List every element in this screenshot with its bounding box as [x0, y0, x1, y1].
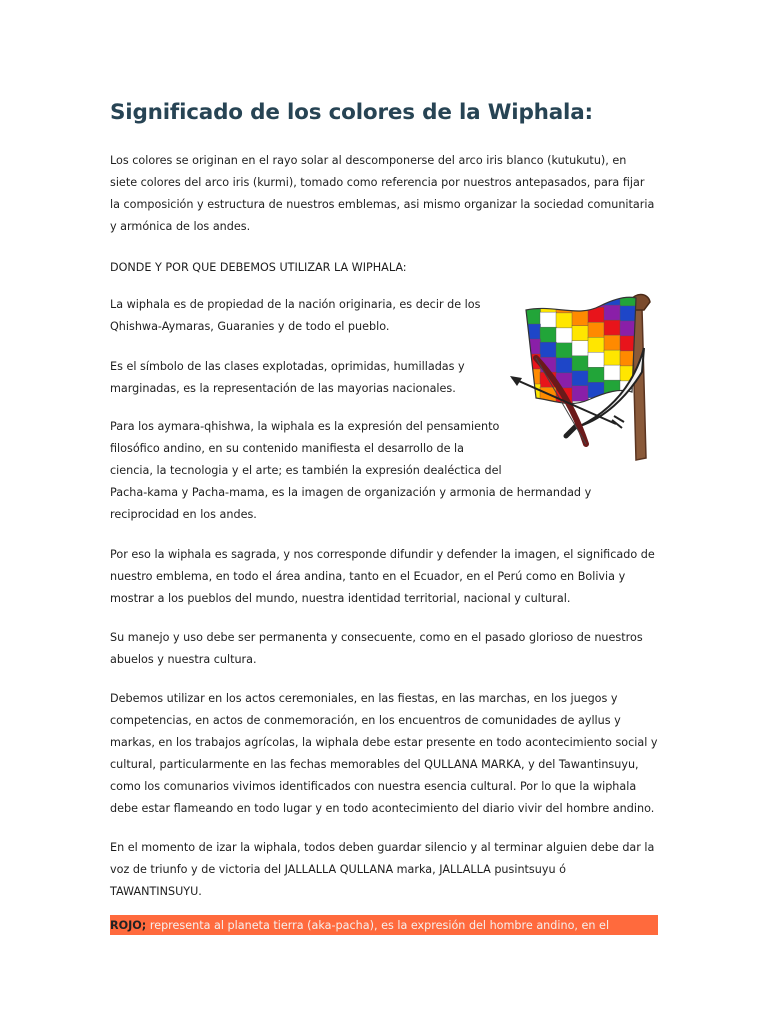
text-line: Los colores se originan en el rayo solar al descomponerse del arco iris blanco (kutukutu), en	[110, 154, 627, 167]
rojo-label: ROJO;	[110, 919, 147, 932]
text-line: nuestro emblema, en todo el área andina, tanto en el Ecuador, en el Perú como en Bolivia y	[110, 570, 626, 583]
flag-cell	[524, 369, 541, 385]
flag-cell	[572, 341, 589, 357]
flag-cell	[572, 311, 589, 327]
text-line: Pacha-kama y Pacha-mama, es la imagen de organización y armonia de hermandad y	[110, 486, 592, 499]
text-line: Qhishwa-Aymaras, Guaranies y de todo el pueblo.	[110, 320, 390, 333]
text-line: la composición y estructura de nuestros emblemas, asi mismo organizar la sociedad comunitaria	[110, 198, 655, 211]
flag-cell	[540, 342, 557, 358]
flag-cell	[604, 305, 621, 321]
flag-cell	[540, 327, 557, 343]
flag-cell	[572, 371, 589, 387]
flag-cell	[604, 350, 621, 366]
text-line: siete colores del arco iris (kurmi), tomado como referencia por nuestros antepasados, para fijar	[110, 176, 645, 189]
flag-cell	[540, 297, 557, 313]
page-title: Significado de los colores de la Wiphala:	[110, 100, 593, 125]
flag-cell	[588, 337, 605, 353]
flag-cell	[572, 356, 589, 372]
flag-cell	[620, 291, 637, 307]
text-line: filosófico andino, en su contenido manifiesta el desarrollo de la	[110, 442, 464, 455]
rojo-highlight	[110, 915, 658, 935]
text-line: competencias, en actos de conmemoración, en los encuentros de comunidades de ayllus y	[110, 714, 621, 727]
paragraph-izar	[110, 837, 654, 903]
text-line: como los comunarios vivimos identificados con nuestra esencia cultural. Por lo que la wiphala	[110, 780, 637, 793]
text-line: y armónica de los andes.	[110, 220, 251, 233]
text-line: debe estar flameando en todo lugar y en todo acontecimiento del diario vivir del hombre andino.	[110, 802, 655, 815]
text-line: reciprocidad en los andes.	[110, 508, 257, 521]
flag-cell	[588, 352, 605, 368]
flag-cell	[524, 324, 541, 340]
text-line: En el momento de izar la wiphala, todos deben guardar silencio y al terminar alguien debe dar la	[110, 841, 655, 854]
flag-cell	[604, 335, 621, 351]
text-line: TAWANTINSUYU.	[110, 885, 202, 898]
wiphala-flag-icon	[508, 288, 658, 464]
flag-cell	[588, 382, 605, 398]
text-line: La wiphala es de propiedad de la nación originaria, es decir de los	[110, 298, 481, 311]
text-line: Por eso la wiphala es sagrada, y nos corresponde difundir y defender la imagen, el significado de	[110, 548, 655, 561]
flag-cell	[556, 328, 573, 344]
text-line: Es el símbolo de las clases explotadas, oprimidas, humilladas y	[110, 360, 465, 373]
flag-cell	[588, 367, 605, 383]
text-line: ciencia, la tecnologia y el arte; es también la expresión dealéctica del	[110, 464, 502, 477]
paragraph-manejo	[110, 627, 643, 671]
text-line: markas, en los trabajos agrícolas, la wiphala debe estar presente en todo acontecimiento social y	[110, 736, 658, 749]
paragraph-simbolo	[110, 356, 465, 400]
text-line: mostrar a los pueblos del mundo, nuestra identidad territorial, nacional y cultural.	[110, 592, 571, 605]
flag-cell	[588, 322, 605, 338]
flag-cell	[556, 358, 573, 374]
flag-cell	[604, 365, 621, 381]
text-line: marginadas, es la representación de las mayorias nacionales.	[110, 382, 456, 395]
paragraph-propiedad	[110, 294, 480, 338]
flag-cell	[524, 339, 541, 355]
text-line: Debemos utilizar en los actos ceremoniales, en las fiestas, en las marchas, en los juegos y	[110, 692, 618, 705]
section-heading: DONDE Y POR QUE DEBEMOS UTILIZAR LA WIPHALA:	[110, 261, 407, 274]
text-line: abuelos y nuestra cultura.	[110, 653, 257, 666]
paragraph-utilizar	[110, 688, 658, 820]
flag-cell	[524, 294, 541, 310]
flag-cell	[556, 343, 573, 359]
flag-cell	[604, 320, 621, 336]
flag-cell	[540, 312, 557, 328]
flag-cell	[556, 313, 573, 329]
text-line: Su manejo y uso debe ser permanenta y consecuente, como en el pasado glorioso de nuestros	[110, 631, 643, 644]
paragraph-sagrada	[110, 544, 655, 610]
flag-cell	[572, 326, 589, 342]
flag-cell	[572, 296, 589, 312]
rojo-text: representa al planeta tierra (aka-pacha), es la expresión del hombre andino, en el	[146, 919, 610, 932]
text-line: Para los aymara-qhishwa, la wiphala es la expresión del pensamiento	[110, 420, 500, 433]
flag-cell	[620, 306, 637, 322]
text-line: cultural, particularmente en las fechas memorables del QULLANA MARKA, y del Tawantinsuyu,	[110, 758, 639, 771]
text-line: voz de triunfo y de victoria del JALLALLA QULLANA marka, JALLALLA pusintsuyu ó	[110, 863, 566, 876]
flag-cell	[572, 386, 589, 402]
intro-paragraph	[110, 150, 654, 238]
